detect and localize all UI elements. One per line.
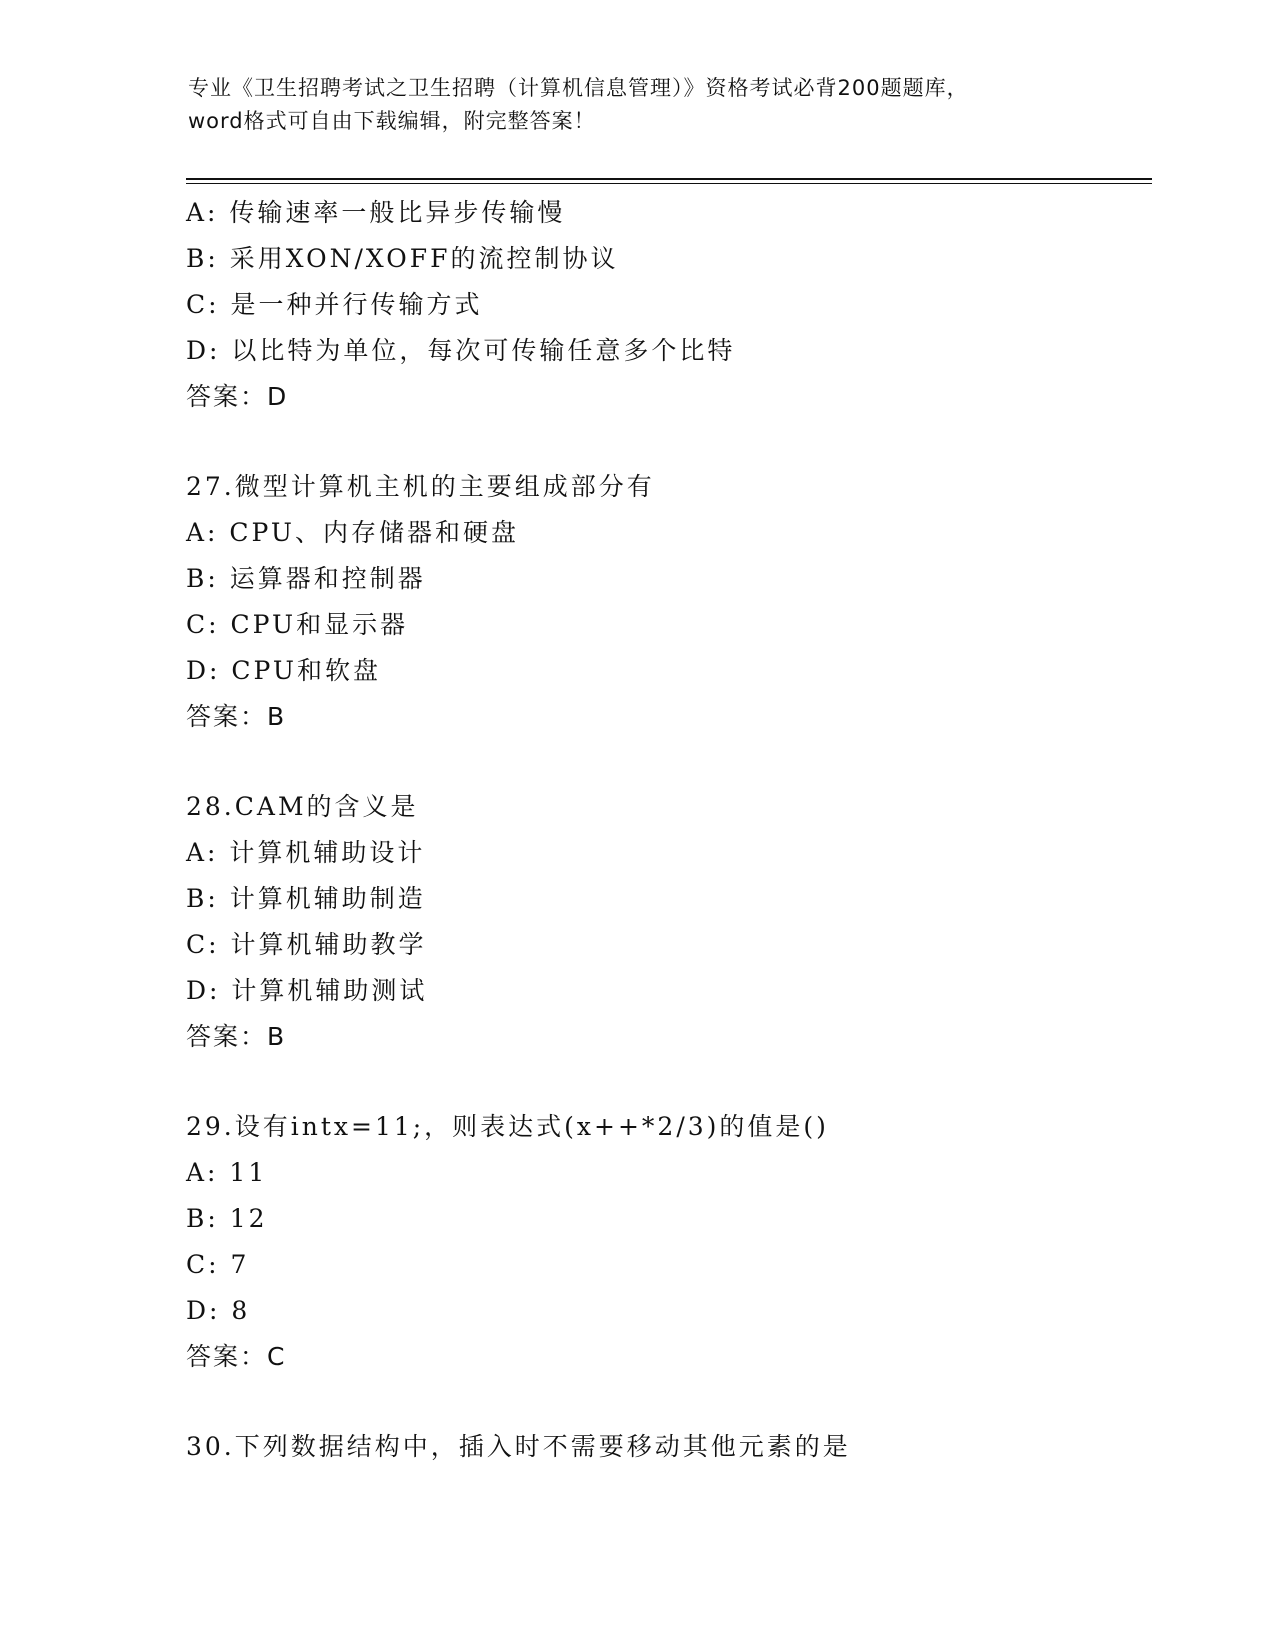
option-c: C: 7 (186, 1250, 250, 1279)
answer: 答案：B (186, 702, 287, 731)
option-c: C: CPU和显示器 (186, 610, 409, 639)
option-c: C: 计算机辅助教学 (186, 930, 427, 959)
option-a: A: CPU、内存储器和硬盘 (186, 518, 520, 547)
option-d: D: 以比特为单位，每次可传输任意多个比特 (186, 336, 736, 365)
question-text: 29.设有intx=11;，则表达式(x++*2/3)的值是() (186, 1112, 829, 1141)
answer: 答案：B (186, 1022, 287, 1051)
option-b: B: 计算机辅助制造 (186, 884, 426, 913)
answer: 答案：D (186, 382, 289, 411)
header-divider-thick (186, 178, 1152, 180)
option-b: B: 运算器和控制器 (186, 564, 426, 593)
header-line-1: 专业《卫生招聘考试之卫生招聘（计算机信息管理）》资格考试必背200题题库， (188, 76, 969, 100)
option-d: D: CPU和软盘 (186, 656, 381, 685)
option-a: A: 传输速率一般比异步传输慢 (186, 198, 566, 227)
answer: 答案：C (186, 1342, 287, 1371)
option-d: D: 8 (186, 1296, 251, 1325)
option-b: B: 12 (186, 1204, 268, 1233)
option-a: A: 11 (186, 1158, 268, 1187)
question-text: 28.CAM的含义是 (186, 792, 419, 821)
header-line-2: word格式可自由下载编辑，附完整答案！ (188, 109, 596, 133)
question-text: 27.微型计算机主机的主要组成部分有 (186, 472, 655, 501)
option-b: B: 采用XON/XOFF的流控制协议 (186, 244, 619, 273)
question-block-28 (186, 784, 1152, 1060)
question-text: 30.下列数据结构中，插入时不需要移动其他元素的是 (186, 1432, 851, 1461)
question-block-30 (186, 1424, 1152, 1470)
option-a: A: 计算机辅助设计 (186, 838, 426, 867)
question-block-29 (186, 1104, 1152, 1380)
option-d: D: 计算机辅助测试 (186, 976, 428, 1005)
question-block-26 (186, 190, 1152, 420)
question-list (186, 190, 1152, 1470)
option-c: C: 是一种并行传输方式 (186, 290, 483, 319)
document-header (188, 72, 1088, 138)
question-block-27 (186, 464, 1152, 740)
header-divider-thin (186, 183, 1152, 184)
